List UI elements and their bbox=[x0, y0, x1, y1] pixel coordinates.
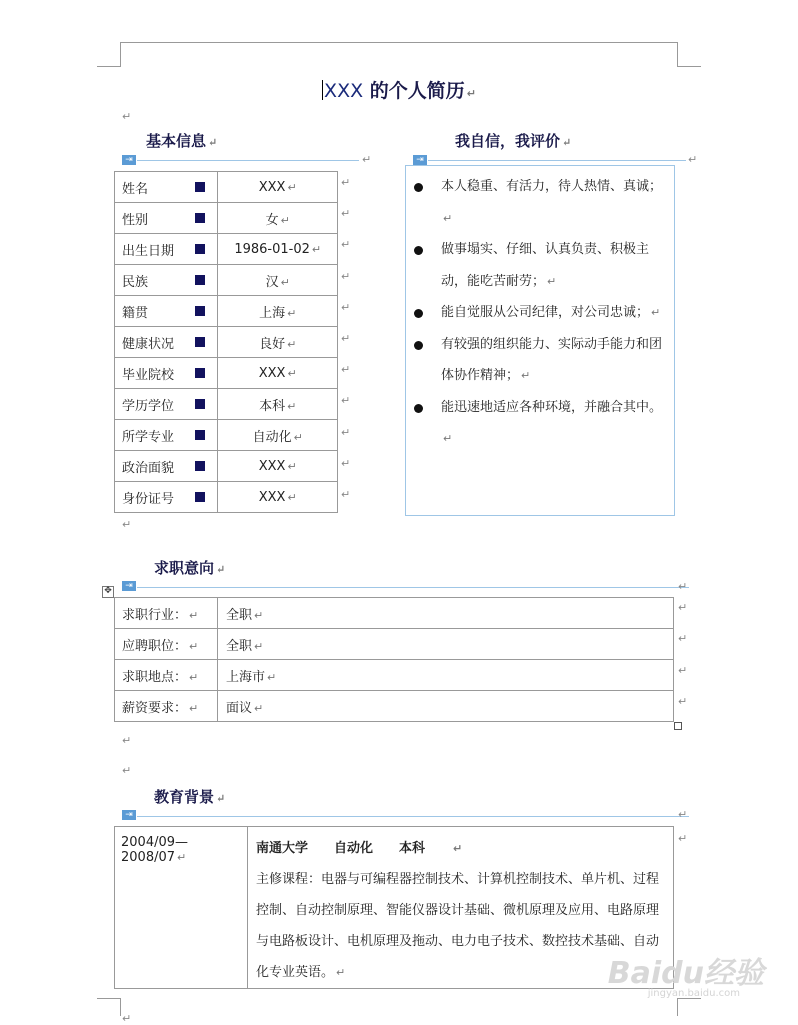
title-name: XXX bbox=[324, 80, 364, 102]
self-eval-textbox[interactable] bbox=[405, 165, 675, 516]
education-heading: 教育背景 ↵ bbox=[154, 788, 226, 806]
paragraph-mark: ↵ bbox=[341, 238, 351, 252]
table-row bbox=[115, 827, 674, 989]
paragraph-mark: ↵ bbox=[678, 832, 688, 845]
field-value[interactable]: 本科 ↵ bbox=[218, 389, 338, 420]
field-label[interactable]: 薪资要求： ↵ bbox=[115, 691, 218, 722]
bullet-icon bbox=[414, 309, 423, 318]
paragraph-mark: ↵ bbox=[466, 87, 476, 100]
field-value[interactable]: XXX ↵ bbox=[218, 358, 338, 389]
anchor-icon[interactable]: ⇥ bbox=[122, 581, 136, 591]
paragraph-mark: ↵ bbox=[678, 580, 688, 593]
field-label[interactable]: 籍贯 bbox=[115, 296, 218, 327]
bullet-icon bbox=[414, 404, 423, 413]
table-row bbox=[115, 172, 338, 203]
bullet-square-icon bbox=[195, 337, 205, 347]
field-label[interactable]: 出生日期 bbox=[115, 234, 218, 265]
paragraph-mark: ↵ bbox=[688, 153, 698, 166]
paragraph-mark: ↵ bbox=[678, 808, 688, 821]
field-value[interactable]: 面议 ↵ bbox=[218, 691, 674, 722]
paragraph-mark: ↵ bbox=[341, 300, 351, 314]
anchor-icon[interactable]: ⇥ bbox=[122, 155, 136, 165]
field-value[interactable]: 1986-01-02 ↵ bbox=[218, 234, 338, 265]
bullet-square-icon bbox=[195, 275, 205, 285]
watermark-logo: Baidu经验 bbox=[607, 956, 764, 991]
table-row bbox=[115, 420, 338, 451]
paragraph-mark: ↵ bbox=[341, 176, 351, 189]
paragraph-mark: ↵ bbox=[678, 601, 688, 614]
title-text: 的个人简历 bbox=[363, 80, 465, 102]
table-resize-handle[interactable] bbox=[674, 722, 682, 730]
bullet-square-icon bbox=[195, 399, 205, 409]
anchor-icon[interactable]: ⇥ bbox=[413, 155, 427, 165]
field-label[interactable]: 性别 bbox=[115, 203, 218, 234]
bullet-icon bbox=[414, 183, 423, 192]
paragraph-mark: ↵ bbox=[122, 1012, 132, 1025]
bullet-square-icon bbox=[195, 461, 205, 471]
paragraph-mark: ↵ bbox=[341, 332, 351, 345]
paragraph-mark: ↵ bbox=[341, 488, 351, 501]
field-label[interactable]: 身份证号 bbox=[115, 482, 218, 513]
bullet-square-icon bbox=[195, 430, 205, 440]
degree: 本科 bbox=[399, 841, 426, 856]
field-label[interactable]: 应聘职位： ↵ bbox=[115, 629, 218, 660]
paragraph-mark: ↵ bbox=[341, 269, 351, 283]
field-label[interactable]: 毕业院校 bbox=[115, 358, 218, 389]
field-label[interactable]: 民族 bbox=[115, 265, 218, 296]
paragraph-mark: ↵ bbox=[678, 632, 688, 646]
paragraph-mark: ↵ bbox=[341, 425, 351, 439]
field-value[interactable]: 全职 ↵ bbox=[218, 629, 674, 660]
field-value[interactable]: 良好 ↵ bbox=[218, 327, 338, 358]
school-line: 南通大学 自动化 本科 ↵ bbox=[256, 833, 665, 864]
paragraph-mark: ↵ bbox=[341, 207, 351, 221]
field-label[interactable]: 所学专业 bbox=[115, 420, 218, 451]
field-label[interactable]: 求职行业： ↵ bbox=[115, 598, 218, 629]
table-row bbox=[115, 389, 338, 420]
paragraph-mark: ↵ bbox=[362, 153, 372, 166]
paragraph-mark: ↵ bbox=[678, 694, 688, 708]
field-label[interactable]: 健康状况 bbox=[115, 327, 218, 358]
job-intent-table bbox=[114, 597, 674, 722]
courses-text: 主修课程：电器与可编程器控制技术、计算机控制技术、单片机、过程控制、自动控制原理、智能仪器设计基础、微机原理及应用、电路原理与电路板设计、电机原理及拖动、电力电子技术、数控技术基础、自动化专业英语。 ↵ bbox=[256, 872, 660, 980]
table-row bbox=[115, 598, 674, 629]
list-item: 有较强的组织能力、实际动手能力和团体协作精神； ↵ bbox=[406, 329, 674, 392]
paragraph-mark: ↵ bbox=[122, 764, 132, 777]
self-eval-heading: 我自信，我评价 ↵ bbox=[455, 132, 572, 150]
table-row bbox=[115, 629, 674, 660]
anchor-icon[interactable]: ⇥ bbox=[122, 810, 136, 820]
bullet-icon bbox=[414, 246, 423, 255]
table-row bbox=[115, 660, 674, 691]
major: 自动化 bbox=[334, 841, 374, 856]
job-intent-heading: 求职意向 ↵ bbox=[154, 559, 226, 577]
education-table bbox=[114, 826, 674, 989]
field-label[interactable]: 学历学位 bbox=[115, 389, 218, 420]
table-row bbox=[115, 691, 674, 722]
field-value[interactable]: 全职 ↵ bbox=[218, 598, 674, 629]
resume-title[interactable] bbox=[0, 76, 798, 103]
basic-info-table bbox=[114, 171, 338, 513]
field-value[interactable]: XXX ↵ bbox=[218, 451, 338, 482]
field-label[interactable]: 政治面貌 bbox=[115, 451, 218, 482]
list-item: 能迅速地适应各种环境，并融合其中。↵ bbox=[406, 392, 674, 455]
bullet-icon bbox=[414, 341, 423, 350]
table-row bbox=[115, 265, 338, 296]
paragraph-mark: ↵ bbox=[678, 663, 688, 677]
basic-info-heading: 基本信息 ↵ bbox=[146, 132, 218, 150]
bullet-square-icon bbox=[195, 368, 205, 378]
table-row bbox=[115, 451, 338, 482]
field-label[interactable]: 求职地点： ↵ bbox=[115, 660, 218, 691]
paragraph-mark: ↵ bbox=[122, 518, 132, 531]
watermark-url: jingyan.baidu.com bbox=[647, 988, 740, 999]
list-item: 做事塌实、仔细、认真负责、积极主动，能吃苦耐劳； ↵ bbox=[406, 234, 674, 297]
table-row bbox=[115, 234, 338, 265]
field-value[interactable]: 上海 ↵ bbox=[218, 296, 338, 327]
table-row bbox=[115, 358, 338, 389]
table-row bbox=[115, 203, 338, 234]
paragraph-mark: ↵ bbox=[341, 363, 351, 377]
list-item: 能自觉服从公司纪律，对公司忠诚； ↵ bbox=[406, 297, 674, 329]
text-cursor bbox=[322, 80, 323, 100]
field-label[interactable]: 姓名 bbox=[115, 172, 218, 203]
bullet-square-icon bbox=[195, 213, 205, 223]
field-value[interactable]: XXX ↵ bbox=[218, 482, 338, 513]
field-value[interactable]: 汉 ↵ bbox=[218, 265, 338, 296]
education-date[interactable]: 2004/09—2008/07 ↵ bbox=[115, 827, 248, 989]
table-row bbox=[115, 327, 338, 358]
table-move-handle-icon[interactable]: ✥ bbox=[102, 586, 114, 598]
table-row bbox=[115, 296, 338, 327]
bullet-square-icon bbox=[195, 306, 205, 316]
field-value[interactable]: 女 ↵ bbox=[218, 203, 338, 234]
paragraph-mark: ↵ bbox=[122, 734, 132, 747]
paragraph-mark: ↵ bbox=[122, 110, 132, 123]
table-row bbox=[115, 482, 338, 513]
paragraph-mark: ↵ bbox=[341, 394, 351, 408]
school-name: 南通大学 bbox=[256, 841, 309, 856]
field-value[interactable]: 上海市 ↵ bbox=[218, 660, 674, 691]
bullet-square-icon bbox=[195, 244, 205, 254]
field-value[interactable]: XXX ↵ bbox=[218, 172, 338, 203]
bullet-square-icon bbox=[195, 182, 205, 192]
paragraph-mark: ↵ bbox=[341, 456, 351, 470]
field-value[interactable]: 自动化 ↵ bbox=[218, 420, 338, 451]
list-item: 本人稳重、有活力，待人热情、真诚；↵ bbox=[406, 171, 674, 234]
bullet-square-icon bbox=[195, 492, 205, 502]
